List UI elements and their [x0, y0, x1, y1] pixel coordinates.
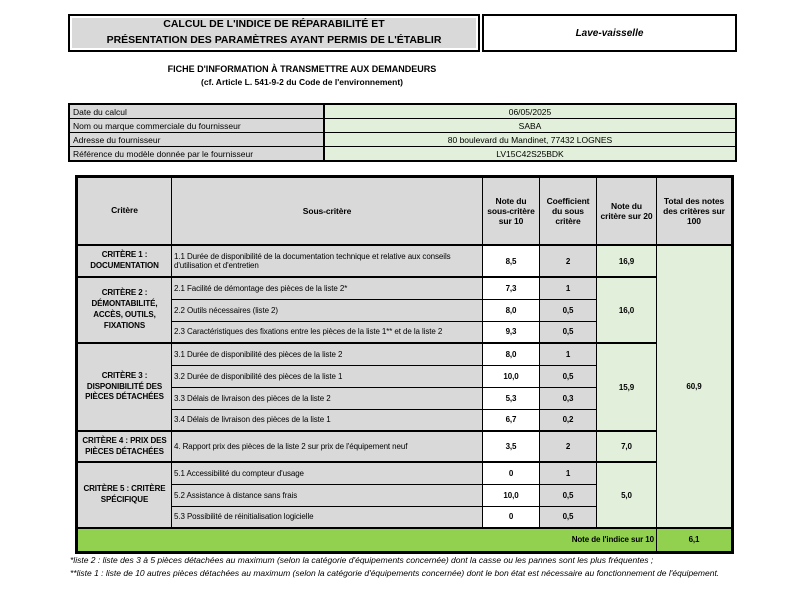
note20-value: 7,0 — [597, 431, 657, 462]
souscritere-label: 2.1 Facilité de démontage des pièces de la liste 2* — [172, 277, 483, 299]
header-critere: Critère — [77, 177, 172, 246]
critere-3-label: CRITÈRE 3 : DISPONIBILITÉ DES PIÈCES DÉTACHÉES — [77, 343, 172, 431]
coefficient-value: 2 — [540, 245, 597, 277]
info-value: 06/05/2025 — [324, 104, 736, 119]
criteria-header-row — [77, 177, 733, 246]
coefficient-value: 1 — [540, 277, 597, 299]
note10-value: 0 — [483, 506, 540, 528]
info-label: Nom ou marque commerciale du fournisseur — [69, 119, 324, 133]
header-total100: Total des notes des critères sur 100 — [657, 177, 733, 246]
table-row — [77, 245, 733, 277]
info-label: Date du calcul — [69, 104, 324, 119]
info-value: LV15C42S25BDK — [324, 147, 736, 162]
header-sous-critere: Sous-critère — [172, 177, 483, 246]
souscritere-label: 5.1 Accessibilité du compteur d'usage — [172, 462, 483, 484]
critere-2-label: CRITÈRE 2 : DÉMONTABILITÉ, ACCÈS, OUTILS, FIXATIONS — [77, 277, 172, 343]
table-row — [77, 343, 733, 365]
note10-value: 8,0 — [483, 299, 540, 321]
note10-value: 5,3 — [483, 387, 540, 409]
coefficient-value: 0,5 — [540, 506, 597, 528]
info-label: Adresse du fournisseur — [69, 133, 324, 147]
note20-value: 15,9 — [597, 343, 657, 431]
note10-value: 10,0 — [483, 484, 540, 506]
info-label: Référence du modèle donnée par le fournisseur — [69, 147, 324, 162]
souscritere-label: 1.1 Durée de disponibilité de la documentation technique et relative aux conseils d'utilisation et d'entretien — [172, 245, 483, 277]
footnote-liste2: *liste 2 : liste des 3 à 5 pièces détachées au maximum (selon la catégorie d'équipements concernée) dont la casse ou les pannes sont les plus fréquentes ; — [70, 555, 654, 565]
note10-value: 3,5 — [483, 431, 540, 462]
doc-title — [68, 14, 480, 52]
final-index-row — [77, 528, 733, 552]
header-note10: Note du sous-critère sur 10 — [483, 177, 540, 246]
total100-value: 60,9 — [657, 245, 733, 528]
product-category-box — [482, 14, 737, 52]
note20-value: 16,9 — [597, 245, 657, 277]
table-row — [77, 277, 733, 299]
product-category: Lave-vaisselle — [575, 27, 644, 39]
note10-value: 0 — [483, 462, 540, 484]
footnotes — [70, 554, 738, 580]
souscritere-label: 2.2 Outils nécessaires (liste 2) — [172, 299, 483, 321]
note10-value: 8,5 — [483, 245, 540, 277]
table-row — [77, 431, 733, 462]
table-row — [77, 462, 733, 484]
souscritere-label: 3.3 Délais de livraison des pièces de la liste 2 — [172, 387, 483, 409]
info-value: 80 boulevard du Mandinet, 77432 LOGNES — [324, 133, 736, 147]
critere-4-label: CRITÈRE 4 : PRIX DES PIÈCES DÉTACHÉES — [77, 431, 172, 462]
souscritere-label: 3.4 Délais de livraison des pièces de la liste 1 — [172, 409, 483, 431]
doc-title-line2: PRÉSENTATION DES PARAMÈTRES AYANT PERMIS DE L'ÉTABLIR — [106, 34, 442, 46]
note10-value: 7,3 — [483, 277, 540, 299]
critere-1-label: CRITÈRE 1 : DOCUMENTATION — [77, 245, 172, 277]
souscritere-label: 5.3 Possibilité de réinitialisation logicielle — [172, 506, 483, 528]
coefficient-value: 0,5 — [540, 299, 597, 321]
coefficient-value: 2 — [540, 431, 597, 462]
doc-title-line1: CALCUL DE L'INDICE DE RÉPARABILITÉ ET — [163, 18, 385, 31]
coefficient-value: 0,2 — [540, 409, 597, 431]
header-coefficient: Coefficient du sous critère — [540, 177, 597, 246]
souscritere-label: 5.2 Assistance à distance sans frais — [172, 484, 483, 506]
supplier-info-table — [68, 103, 737, 162]
note20-value: 5,0 — [597, 462, 657, 528]
info-row-model — [69, 147, 736, 162]
note10-value: 10,0 — [483, 365, 540, 387]
critere-5-label: CRITÈRE 5 : CRITÈRE SPÉCIFIQUE — [77, 462, 172, 528]
souscritere-label: 3.2 Durée de disponibilité des pièces de la liste 1 — [172, 365, 483, 387]
souscritere-label: 4. Rapport prix des pièces de la liste 2 sur prix de l'équipement neuf — [172, 431, 483, 462]
souscritere-label: 2.3 Caractéristiques des fixations entre les pièces de la liste 1** et de la liste 2 — [172, 321, 483, 343]
subtitle-line1: FICHE D'INFORMATION À TRANSMETTRE AUX DEMANDEURS — [167, 64, 437, 74]
subtitle-line2: (cf. Article L. 541-9-2 du Code de l'environnement) — [201, 77, 403, 87]
note10-value: 8,0 — [483, 343, 540, 365]
title-row — [68, 14, 737, 52]
final-index-value: 6,1 — [657, 528, 733, 552]
criteria-table — [75, 175, 734, 554]
coefficient-value: 1 — [540, 462, 597, 484]
note20-value: 16,0 — [597, 277, 657, 343]
footnote-liste1: **liste 1 : liste de 10 autres pièces détachées au maximum (selon la catégorie d'équipements concernée) dont le bon état est nécessaire au fonctionnement de l'équipement. — [70, 567, 720, 578]
info-row-brand — [69, 119, 736, 133]
coefficient-value: 0,5 — [540, 484, 597, 506]
souscritere-label: 3.1 Durée de disponibilité des pièces de la liste 2 — [172, 343, 483, 365]
info-value: SABA — [324, 119, 736, 133]
coefficient-value: 0,3 — [540, 387, 597, 409]
info-row-date — [69, 104, 736, 119]
coefficient-value: 0,5 — [540, 365, 597, 387]
doc-subtitle — [68, 64, 536, 87]
coefficient-value: 1 — [540, 343, 597, 365]
header-note20: Note du critère sur 20 — [597, 177, 657, 246]
note10-value: 9,3 — [483, 321, 540, 343]
note10-value: 6,7 — [483, 409, 540, 431]
coefficient-value: 0,5 — [540, 321, 597, 343]
final-index-label: Note de l'indice sur 10 — [77, 528, 657, 552]
info-row-address — [69, 133, 736, 147]
